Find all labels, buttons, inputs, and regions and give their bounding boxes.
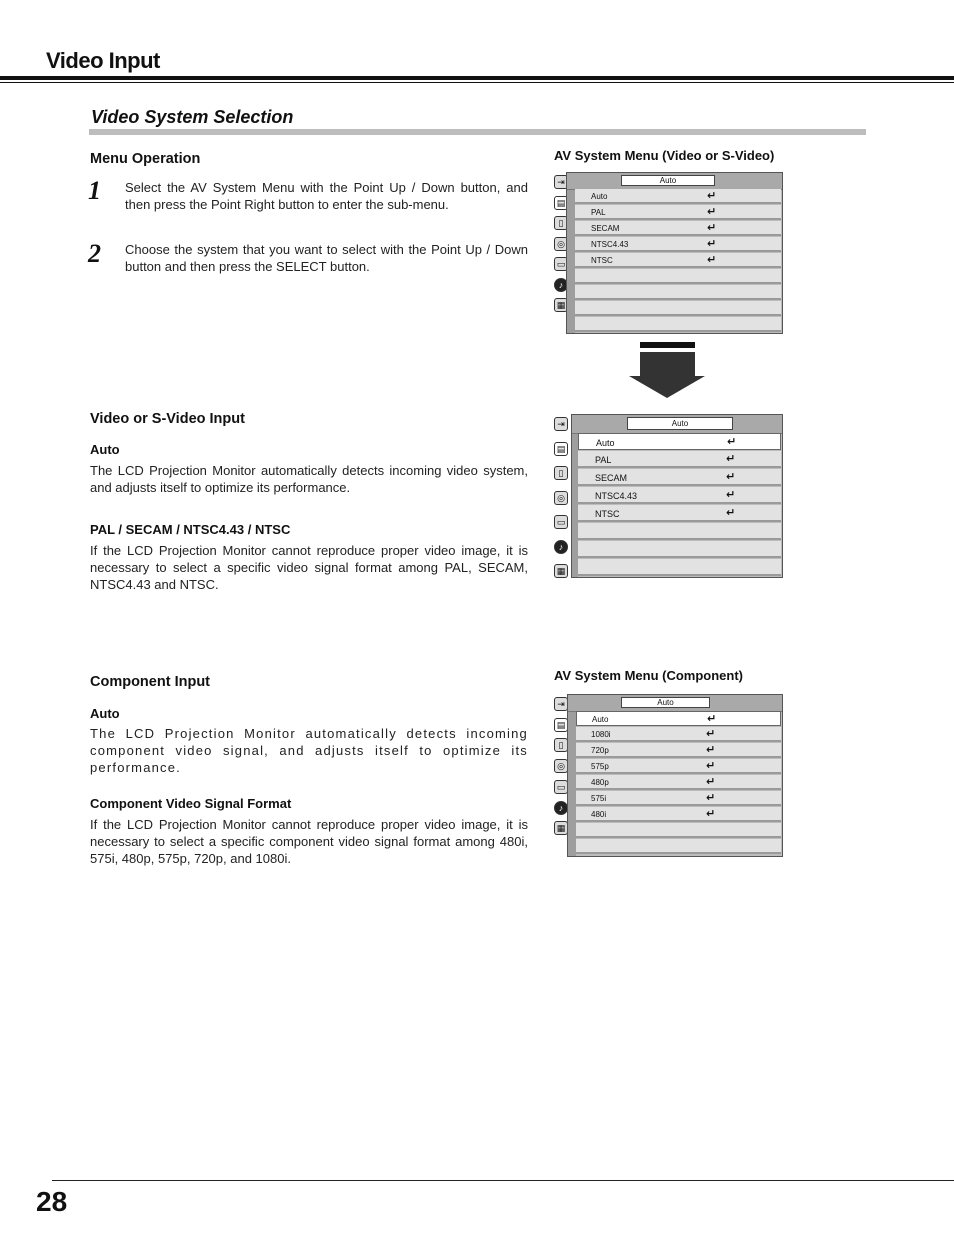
section-bar [89,129,866,135]
av-system-panel [566,172,783,334]
image-select-icon[interactable]: ▯ [554,216,568,230]
menu-row[interactable] [578,469,781,486]
menu-item-label: Auto [592,715,609,724]
image-select-icon[interactable]: ▯ [554,466,568,480]
menu-row[interactable] [576,743,781,758]
setting-icon[interactable]: ▦ [554,564,568,578]
system-value-box: Auto [621,697,710,708]
enter-icon: ↵ [726,489,736,501]
av-system-panel [567,694,783,857]
menu-item-label: NTSC4.43 [591,240,629,249]
menu-row[interactable] [575,237,781,252]
menu-item-label: 480i [591,810,607,819]
video-formats-text: If the LCD Projection Monitor cannot reproduce proper video image, it is necessary to select a specific video signal format among PAL, SECAM, NTSC4.43 and NTSC. [90,543,528,592]
footer-rule [52,1180,954,1181]
menu-item-label: SECAM [591,224,620,233]
menu-item-label: SECAM [595,473,628,483]
menu-row [575,285,781,300]
enter-icon: ↵ [707,190,717,202]
video-menu-caption: AV System Menu (Video or S-Video) [554,148,775,163]
menu-row [578,541,781,558]
enter-icon: ↵ [706,776,716,788]
menu-row[interactable] [575,253,781,268]
menu-row[interactable] [575,189,781,204]
enter-icon: ↵ [706,728,716,740]
down-arrow-head [629,376,705,398]
av-system-icon[interactable]: ▤ [554,718,568,732]
image-adjust-icon[interactable]: ◎ [554,759,568,773]
video-formats-heading: PAL / SECAM / NTSC4.43 / NTSC [90,522,291,537]
menu-row[interactable] [576,807,781,822]
input-icon[interactable]: ⇥ [554,417,568,431]
menu-row [575,317,781,332]
enter-icon: ↵ [706,792,716,804]
down-arrow-icon [640,352,695,376]
system-value-box: Auto [627,417,733,430]
enter-icon: ↵ [707,222,717,234]
screen-icon[interactable]: ▭ [554,515,568,529]
av-system-menu-video [554,172,784,334]
down-arrow-bar [640,342,695,348]
page-header-title: Video Input [46,48,160,73]
av-system-icon[interactable]: ▤ [554,442,568,456]
menu-row[interactable] [576,711,781,726]
header-rule [0,76,954,80]
menu-item-label: 480p [591,778,609,787]
image-select-icon[interactable]: ▯ [554,738,568,752]
input-icon[interactable]: ⇥ [554,697,568,711]
menu-row[interactable] [576,775,781,790]
enter-icon: ↵ [707,254,717,266]
menu-row[interactable] [575,221,781,236]
menu-row[interactable] [576,759,781,774]
enter-icon: ↵ [707,206,717,218]
component-format-text: If the LCD Projection Monitor cannot reproduce proper video image, it is necessary to select a specific component video signal format among 480i, 575i, 480p, 575p, 720p, and 1080i. [90,817,528,866]
system-value-box: Auto [621,175,715,186]
enter-icon: ↵ [726,453,736,465]
menu-item-label: 575i [591,794,607,803]
enter-icon: ↵ [726,471,736,483]
sound-icon[interactable]: ♪ [554,540,568,554]
video-auto-heading: Auto [90,442,120,457]
component-input-heading: Component Input [90,674,211,690]
setting-icon[interactable]: ▦ [554,298,568,312]
menu-item-label: NTSC [595,509,620,519]
menu-item-label: NTSC [591,256,613,265]
menu-item-label: NTSC4.43 [595,491,638,501]
menu-row[interactable] [576,727,781,742]
section-title: Video System Selection [91,107,294,127]
enter-icon: ↵ [706,744,716,756]
header-rule-thin [0,82,954,83]
component-auto-heading: Auto [90,706,120,721]
screen-icon[interactable]: ▭ [554,257,568,271]
menu-row[interactable] [578,505,781,522]
component-format-heading: Component Video Signal Format [90,796,292,811]
menu-row [575,301,781,316]
menu-item-label: Auto [596,438,615,448]
av-system-panel [571,414,783,578]
enter-icon: ↵ [707,713,717,725]
image-adjust-icon[interactable]: ◎ [554,237,568,251]
menu-item-label: 575p [591,762,609,771]
screen-icon[interactable]: ▭ [554,780,568,794]
enter-icon: ↵ [706,760,716,772]
menu-row[interactable] [578,433,781,450]
av-system-menu-video-selected [554,414,784,578]
menu-row [578,523,781,540]
component-auto-text: The LCD Projection Monitor automatically detects incoming component video signal, and adjusts itself to optimize its performance. [90,726,528,775]
input-icon[interactable]: ⇥ [554,175,568,189]
menu-row[interactable] [575,205,781,220]
component-menu-caption: AV System Menu (Component) [554,668,743,683]
menu-row [578,559,781,576]
menu-operation-heading: Menu Operation [90,151,201,167]
video-auto-text: The LCD Projection Monitor automatically detects incoming video system, and adjusts itself to optimize its performance. [90,463,528,495]
video-input-heading: Video or S-Video Input [90,411,245,427]
sound-icon[interactable]: ♪ [554,278,568,292]
enter-icon: ↵ [706,808,716,820]
enter-icon: ↵ [726,507,736,519]
step-text-1: Select the AV System Menu with the Point Up / Down button, and then press the Point Right button to enter the sub-menu. [125,180,528,212]
menu-row [576,823,781,838]
image-adjust-icon[interactable]: ◎ [554,491,568,505]
step-number-2: 2 [88,239,101,268]
menu-row [576,839,781,854]
av-system-menu-component [554,694,784,857]
menu-item-label: Auto [591,192,608,201]
menu-item-label: 1080i [591,730,611,739]
page-number: 28 [36,1186,68,1217]
menu-item-label: PAL [595,455,612,465]
menu-item-label: PAL [591,208,606,217]
av-system-icon[interactable]: ▤ [554,196,568,210]
sound-icon[interactable]: ♪ [554,801,568,815]
menu-row[interactable] [578,487,781,504]
menu-row[interactable] [578,451,781,468]
step-number-1: 1 [88,176,101,205]
menu-row [575,269,781,284]
menu-row[interactable] [576,791,781,806]
menu-item-label: 720p [591,746,609,755]
enter-icon: ↵ [707,238,717,250]
step-text-2: Choose the system that you want to select with the Point Up / Down button and then press the SELECT button. [125,242,528,274]
enter-icon: ↵ [727,436,737,448]
setting-icon[interactable]: ▦ [554,821,568,835]
